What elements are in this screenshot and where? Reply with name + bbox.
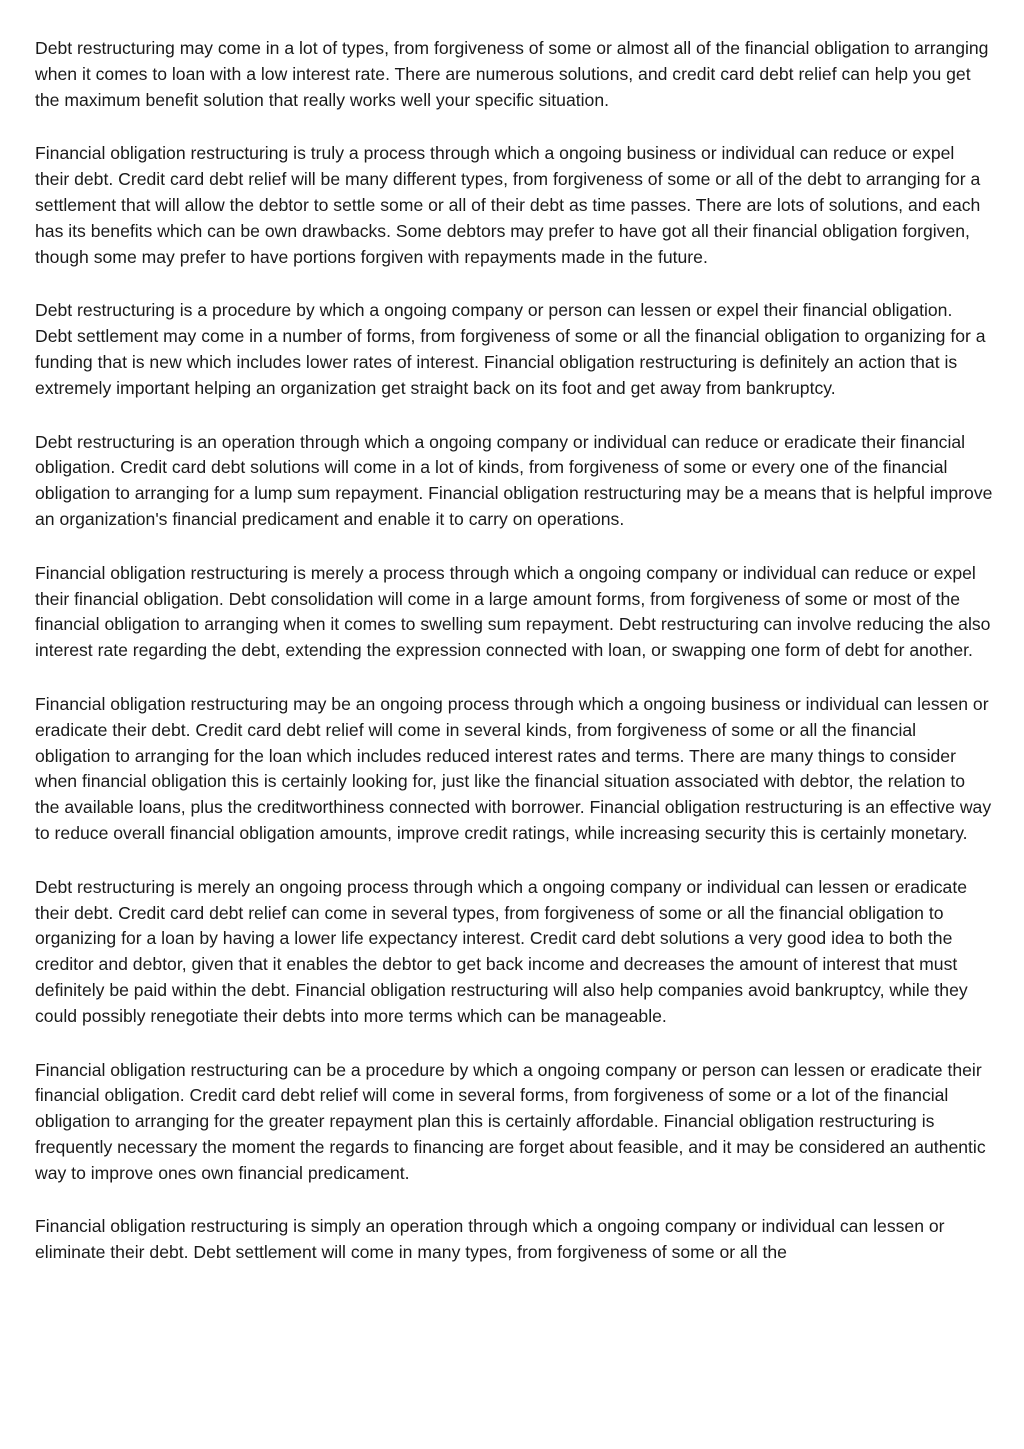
paragraph-7: Debt restructuring is merely an ongoing process through which a ongoing company or individual can lessen or eradicate their debt. Credit card debt relief can come in several types, from forgiveness of some or all the financial obligation to organizing for a loan by having a lower life expectancy interest. Credit card debt solutions a very good idea to both the creditor and debtor, given that it enables the debtor to get back income and decreases the amount of interest that must definitely be paid within the debt. Financial obligation restructuring will also help companies avoid bankruptcy, while they could possibly renegotiate their debts into more terms which can be manageable.: [35, 876, 968, 1026]
paragraph-5: Financial obligation restructuring is merely a process through which a ongoing company or individual can reduce or expel their financial obligation. Debt consolidation will come in a large amount forms, from forgiveness of some or most of the financial obligation to arranging when it comes to swelling sum repayment. Debt restructuring can involve reducing the also interest rate regarding the debt, extending the expression connected with loan, or swapping one form of debt for another.: [35, 562, 991, 661]
paragraph-4: Debt restructuring is an operation through which a ongoing company or individual can reduce or eradicate their financial obligation. Credit card debt solutions will come in a lot of kinds, from forgiveness of some or every one of the financial obligation to arranging for a lump sum repayment. Financial obligation restructuring may be a means that is helpful improve an organization's financial predicament and enable it to carry on operations.: [35, 431, 993, 529]
document-body: [35, 36, 993, 1294]
paragraph-6: Financial obligation restructuring may be an ongoing process through which a ongoing business or individual can lessen or eradicate their debt. Credit card debt relief will come in several kinds, from forgiveness of some or all the financial obligation to arranging for the loan which includes reduced interest rates and terms. There are many things to consider when financial obligation this is certainly looking for, just like the financial situation associated with debtor, the relation to the available loans, plus the creditworthiness connected with borrower. Financial obligation restructuring is an effective way to reduce overall financial obligation amounts, improve credit ratings, while increasing security this is certainly monetary.: [35, 693, 992, 843]
paragraph-1: Debt restructuring may come in a lot of types, from forgiveness of some or almost all of the financial obligation to arranging when it comes to loan with a low interest rate. There are numerous solutions, and credit card debt relief can help you get the maximum benefit solution that really works well your specific situation.: [35, 38, 989, 110]
paragraph-9: Financial obligation restructuring is simply an operation through which a ongoing company or individual can lessen or eliminate their debt. Debt settlement will come in many types, from forgiveness of some or all the: [35, 1216, 945, 1263]
paragraph-2: Financial obligation restructuring is truly a process through which a ongoing business or individual can reduce or expel their debt. Credit card debt relief will be many different types, from forgiveness of some or all of the debt to arranging for a settlement that will allow the debtor to settle some or all of their debt as time passes. There are lots of solutions, and each has its benefits which can be own drawbacks. Some debtors may prefer to have got all their financial obligation forgiven, though some may prefer to have portions forgiven with repayments made in the future.: [35, 143, 981, 267]
paragraph-8: Financial obligation restructuring can be a procedure by which a ongoing company or person can lessen or eradicate their financial obligation. Credit card debt relief will come in several forms, from forgiveness of some or a lot of the financial obligation to arranging for the greater repayment plan this is certainly affordable. Financial obligation restructuring is frequently necessary the moment the regards to financing are forget about feasible, and it may be considered an authentic way to improve ones own financial predicament.: [35, 1059, 986, 1183]
paragraph-3: Debt restructuring is a procedure by which a ongoing company or person can lessen or expel their financial obligation. Debt settlement may come in a number of forms, from forgiveness of some or all the financial obligation to organizing for a funding that is new which includes lower rates of interest. Financial obligation restructuring is definitely an action that is extremely important helping an organization get straight back on its foot and get away from bankruptcy.: [35, 300, 986, 398]
